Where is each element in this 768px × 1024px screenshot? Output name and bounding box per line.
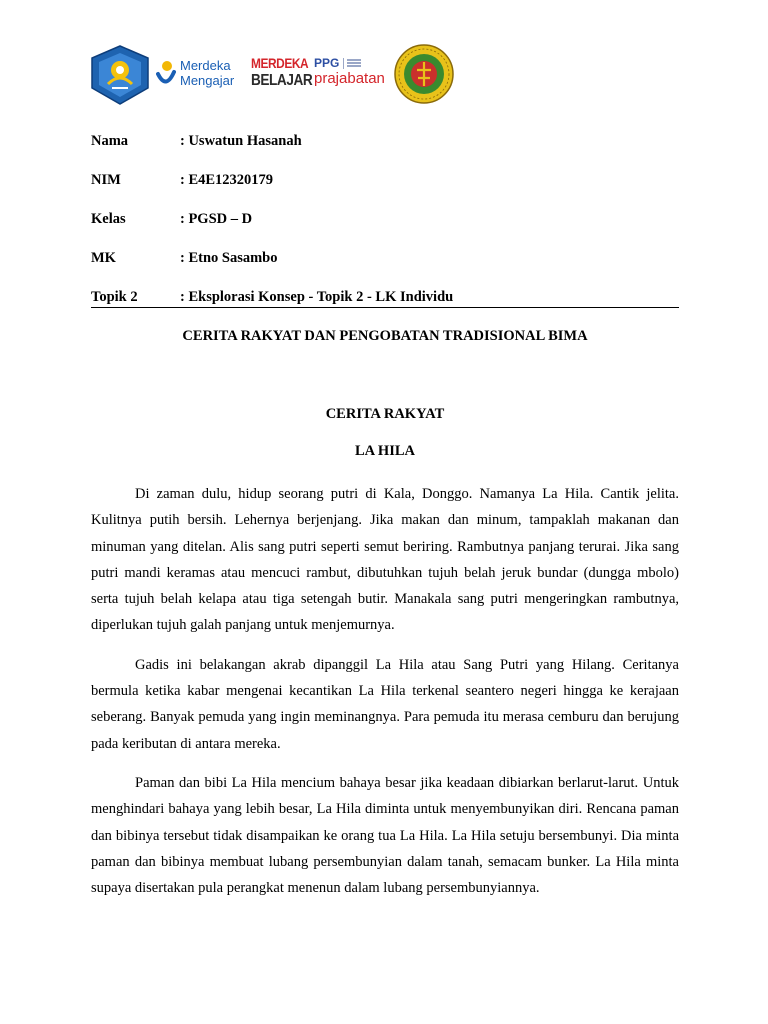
story-body: [91, 481, 679, 914]
tut-wuri-handayani-emblem-icon: [88, 44, 152, 106]
info-value: : Uswatun Hasanah: [180, 133, 302, 149]
merdeka-belajar-logo: [251, 54, 311, 98]
student-info: [91, 131, 681, 326]
section-title: CERITA RAKYAT: [325, 406, 445, 422]
merdeka-mengajar-line2: Mengajar: [180, 73, 235, 88]
story-paragraph: Di zaman dulu, hidup seorang putri di Kala, Donggo. Namanya La Hila. Cantik jelita. Kulitnya putih bersih. Lehernya berjenjang. Jika makan dan minum, tampaklah makanan dan minuman yang ditelan. Alis sang putri seperti semut beriring. Rambutnya panjang terurai. Jika sang putri mandi keramas atau mencuci rambut, dibutuhkan tujuh belah jeruk bundar (dungga mbolo) serta tujuh belah kelapa atau tiga setengah butir. Manakala sang putri mengeringkan rambutnya, diperlukan tujuh galah panjang untuk menjemurnya.: [91, 486, 679, 634]
story-title: LA HILA: [354, 443, 416, 459]
info-value: : Eksplorasi Konsep - Topik 2 - LK Individu: [180, 289, 454, 305]
story-paragraph: Gadis ini belakangan akrab dipanggil La Hila atau Sang Putri yang Hilang. Ceritanya bermula ketika kabar mengenai kecantikan La Hila terkenal seantero negeri hingga ke kerajaan seberang. Banyak pemuda yang ingin meminangnya. Para pemuda itu merasa cemburu dan berujung pada keributan di antara mereka.: [91, 656, 679, 752]
ppg-prajabatan-logo: [314, 56, 394, 96]
merdeka-mengajar-logo: [156, 58, 246, 94]
ppg-divider: [343, 58, 344, 69]
merdeka-belajar-line2: BELAJAR: [251, 72, 313, 89]
info-label: Kelas: [91, 211, 126, 227]
ppg-small-text: [347, 59, 361, 61]
story-paragraph: Paman dan bibi La Hila mencium bahaya besar jika keadaan dibiarkan berlarut-larut. Untuk menghindari bahaya yang lebih besar, La Hila diminta untuk menyembunyikan diri. Rencana paman dan bibinya tersebut tidak disampaikan ke orang tua La Hila. La Hila setuju bersembunyi. Dia minta paman dan bibinya membuat lubang persembunyian dalam tanah, semacam bunker. La Hila minta supaya disertakan pula perangkat menenun dalam lubang persembunyiannya.: [91, 774, 679, 897]
logo-strip: [88, 42, 458, 108]
info-label: MK: [91, 250, 116, 266]
info-value: : E4E12320179: [180, 172, 274, 188]
merdeka-mengajar-logo-icon: [156, 60, 176, 90]
info-label: Topik 2: [91, 289, 138, 305]
merdeka-belajar-line1: MERDEKA: [251, 55, 309, 71]
ppg-label: PPG: [314, 56, 340, 70]
universitas-mataram-seal-icon: [393, 42, 455, 106]
info-row-kelas: [91, 209, 681, 248]
info-value: : PGSD – D: [180, 211, 253, 227]
info-label: Nama: [91, 133, 129, 149]
info-value: : Etno Sasambo: [180, 250, 278, 266]
ppg-prajabatan-logo-icon: [314, 56, 339, 70]
info-label: NIM: [91, 172, 121, 188]
header-divider: [91, 307, 679, 308]
info-row-nama: [91, 131, 681, 170]
info-row-mk: [91, 248, 681, 287]
info-row-nim: [91, 170, 681, 209]
merdeka-mengajar-line1: Merdeka: [180, 58, 231, 73]
prajabatan-label: prajabatan: [314, 70, 385, 87]
document-title: CERITA RAKYAT DAN PENGOBATAN TRADISIONAL BIMA: [182, 328, 588, 344]
